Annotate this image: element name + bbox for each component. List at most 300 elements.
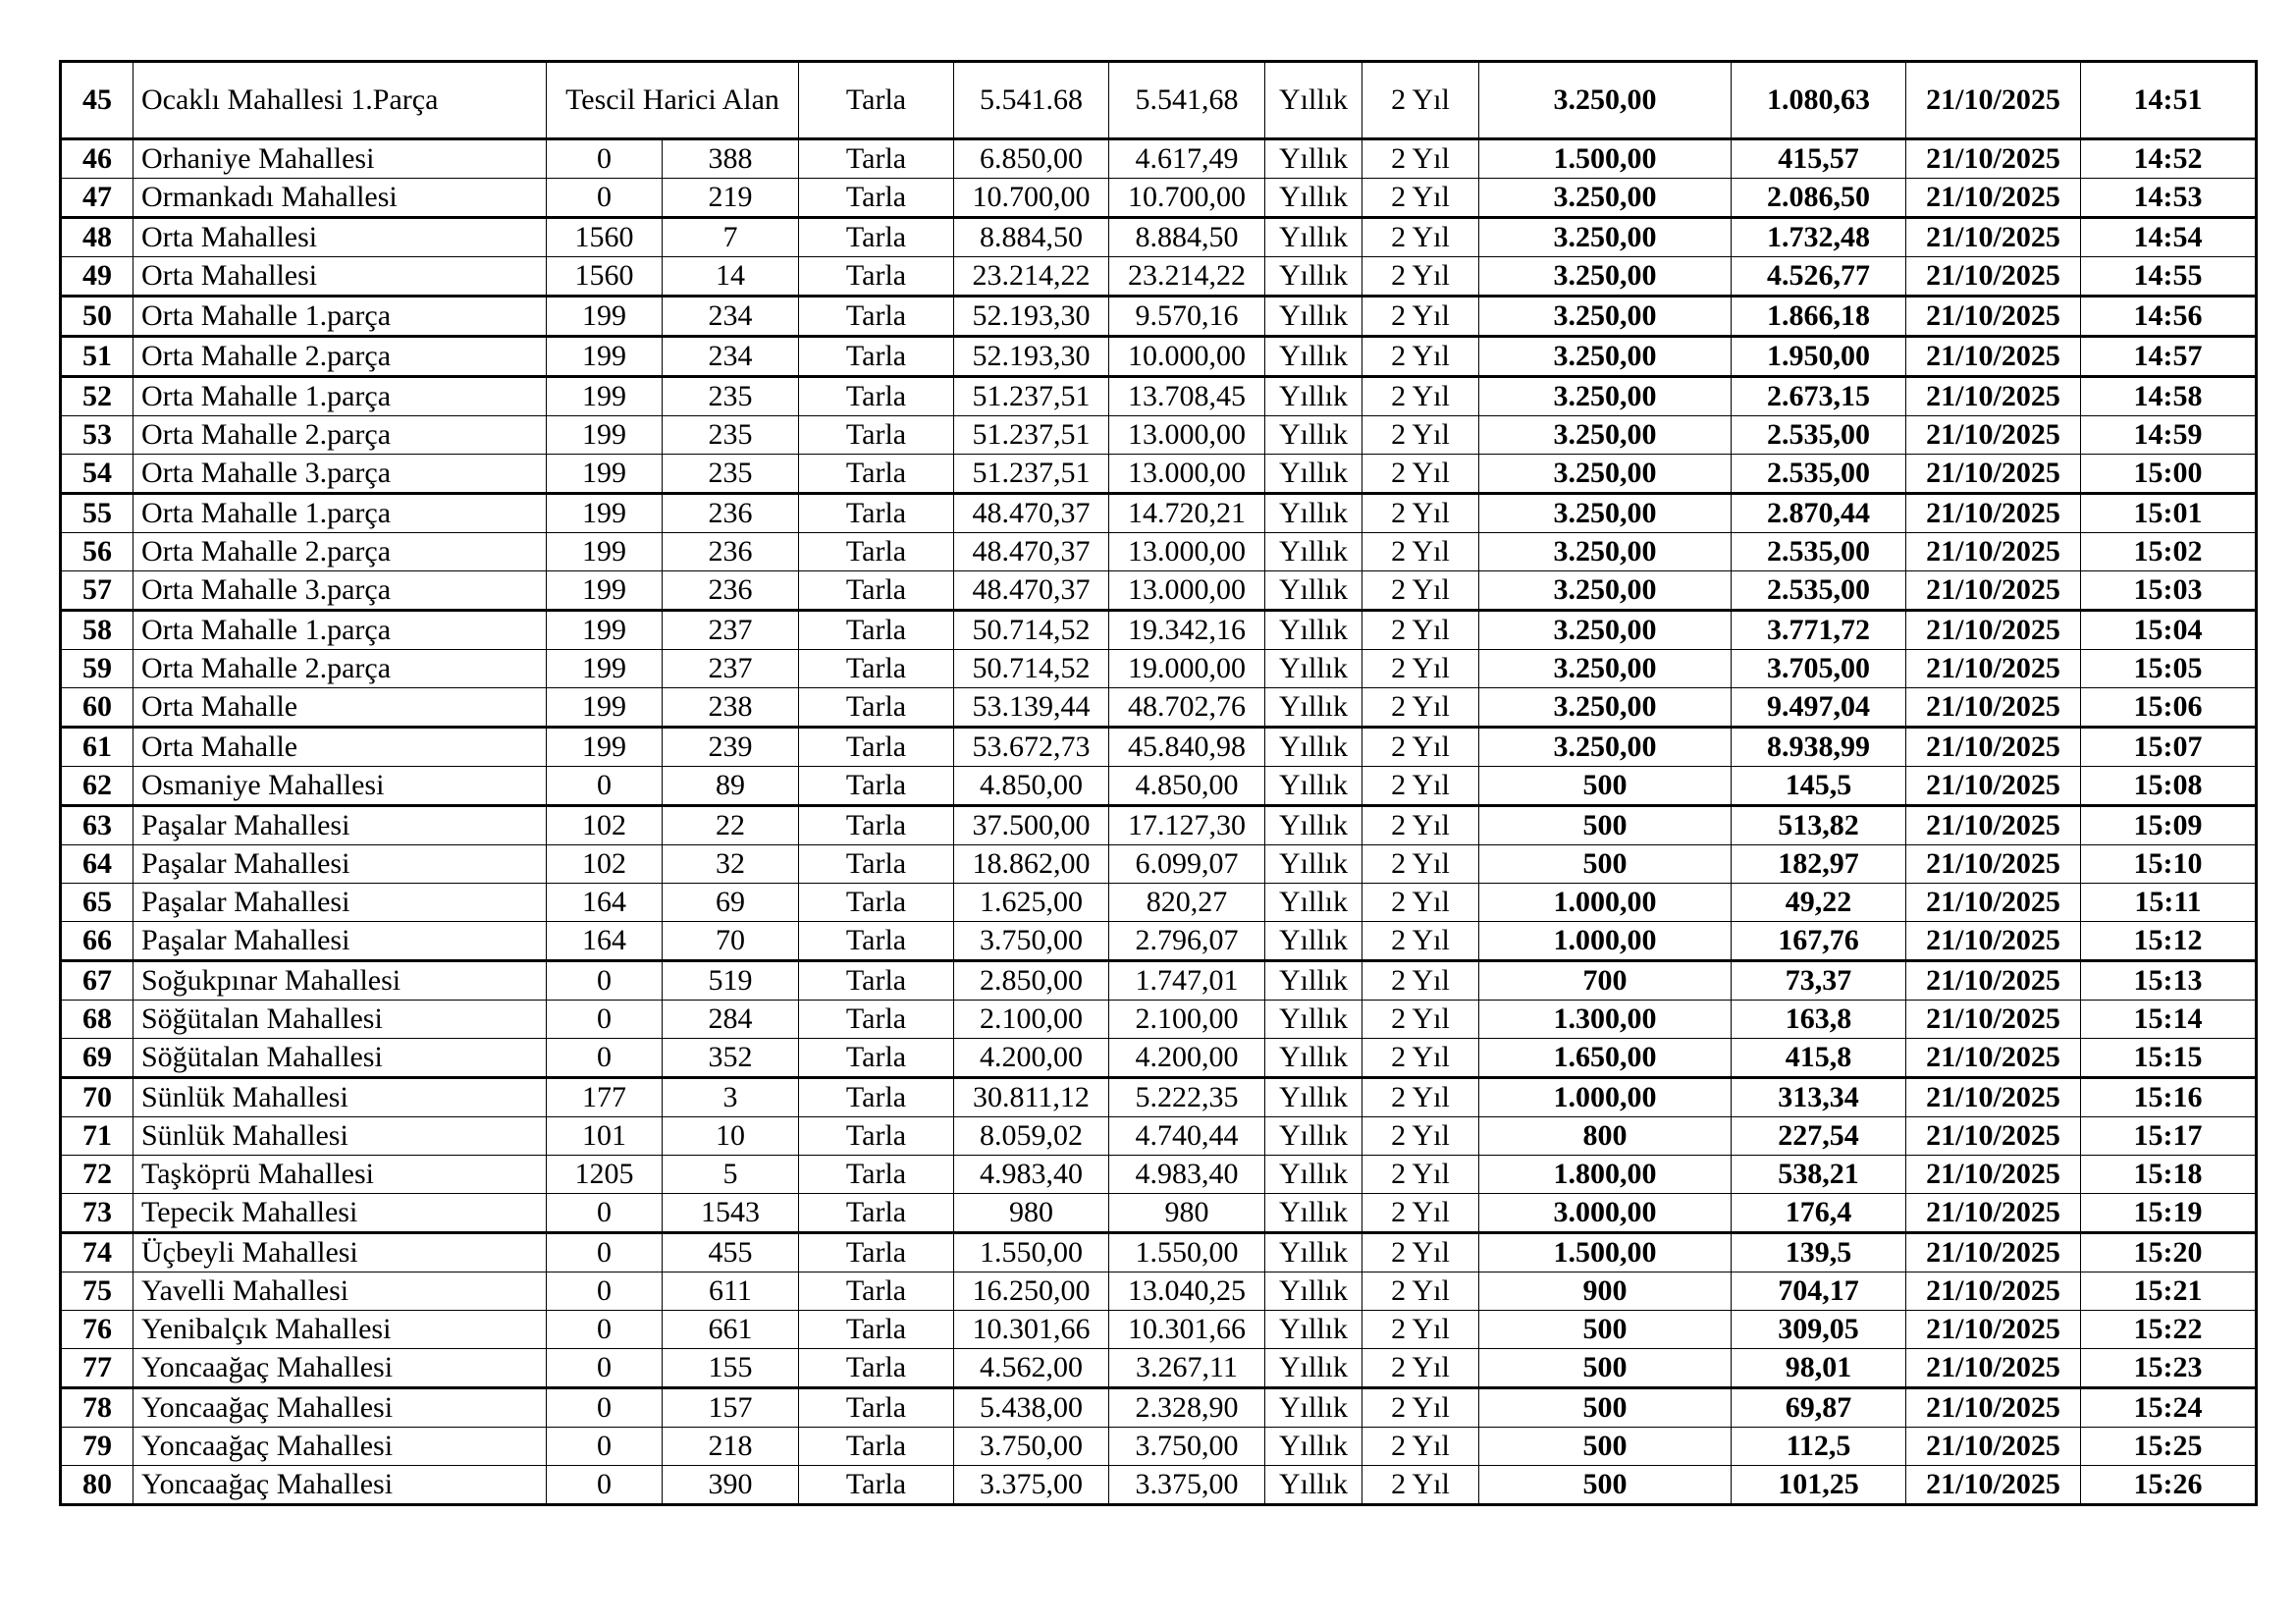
ada-number: 199 [547, 611, 663, 650]
leased-area: 45.840,98 [1109, 728, 1265, 767]
auction-time: 15:21 [2081, 1272, 2257, 1311]
land-type: Tarla [799, 1078, 954, 1117]
lease-period-type: Yıllık [1265, 1001, 1362, 1039]
land-type: Tarla [799, 806, 954, 845]
table-row [61, 179, 2257, 218]
neighborhood-name: Orta Mahalle 2.parça [133, 533, 547, 571]
neighborhood-name: Yoncaağaç Mahallesi [133, 1349, 547, 1388]
neighborhood-name: Paşalar Mahallesi [133, 884, 547, 922]
total-area: 52.193,30 [954, 297, 1109, 337]
total-area: 2.100,00 [954, 1001, 1109, 1039]
total-area: 3.375,00 [954, 1466, 1109, 1505]
leased-area: 48.702,76 [1109, 688, 1265, 728]
total-area: 50.714,52 [954, 611, 1109, 650]
estimated-price: 1.000,00 [1479, 884, 1732, 922]
auction-time: 15:02 [2081, 533, 2257, 571]
estimated-price: 500 [1479, 1349, 1732, 1388]
neighborhood-name: Orta Mahalle [133, 688, 547, 728]
parsel-number: 519 [663, 961, 799, 1001]
leased-area: 13.000,00 [1109, 416, 1265, 455]
row-number: 62 [61, 767, 133, 806]
parsel-number: 234 [663, 297, 799, 337]
lease-duration: 2 Yıl [1362, 1311, 1479, 1349]
neighborhood-name: Ormankadı Mahallesi [133, 179, 547, 218]
table-row [61, 845, 2257, 884]
row-number: 75 [61, 1272, 133, 1311]
lease-period-type: Yıllık [1265, 494, 1362, 533]
auction-date: 21/10/2025 [1906, 1311, 2081, 1349]
lease-duration: 2 Yıl [1362, 650, 1479, 688]
deposit-amount: 309,05 [1732, 1311, 1906, 1349]
ada-number: 0 [547, 1466, 663, 1505]
auction-time: 15:01 [2081, 494, 2257, 533]
deposit-amount: 415,57 [1732, 139, 1906, 179]
lease-duration: 2 Yıl [1362, 1349, 1479, 1388]
auction-time: 15:26 [2081, 1466, 2257, 1505]
table-row [61, 650, 2257, 688]
land-type: Tarla [799, 1428, 954, 1466]
lease-period-type: Yıllık [1265, 416, 1362, 455]
row-number: 66 [61, 922, 133, 961]
land-type: Tarla [799, 571, 954, 611]
row-number: 80 [61, 1466, 133, 1505]
leased-area: 4.983,40 [1109, 1156, 1265, 1194]
row-number: 48 [61, 218, 133, 257]
auction-time: 14:59 [2081, 416, 2257, 455]
land-type: Tarla [799, 611, 954, 650]
ada-number: 102 [547, 806, 663, 845]
neighborhood-name: Yoncaağaç Mahallesi [133, 1466, 547, 1505]
lease-period-type: Yıllık [1265, 218, 1362, 257]
row-number: 60 [61, 688, 133, 728]
table-row [61, 1233, 2257, 1272]
row-number: 77 [61, 1349, 133, 1388]
auction-date: 21/10/2025 [1906, 377, 2081, 416]
lease-period-type: Yıllık [1265, 1349, 1362, 1388]
deposit-amount: 163,8 [1732, 1001, 1906, 1039]
row-number: 50 [61, 297, 133, 337]
parsel-number: 70 [663, 922, 799, 961]
lease-duration: 2 Yıl [1362, 1078, 1479, 1117]
estimated-price: 500 [1479, 1388, 1732, 1428]
deposit-amount: 69,87 [1732, 1388, 1906, 1428]
auction-date: 21/10/2025 [1906, 139, 2081, 179]
deposit-amount: 313,34 [1732, 1078, 1906, 1117]
ada-number: 199 [547, 337, 663, 377]
lease-period-type: Yıllık [1265, 533, 1362, 571]
row-number: 46 [61, 139, 133, 179]
row-number: 57 [61, 571, 133, 611]
leased-area: 23.214,22 [1109, 257, 1265, 297]
land-type: Tarla [799, 1194, 954, 1233]
auction-date: 21/10/2025 [1906, 1233, 2081, 1272]
lease-duration: 2 Yıl [1362, 139, 1479, 179]
ada-number: 0 [547, 1311, 663, 1349]
lease-period-type: Yıllık [1265, 139, 1362, 179]
ada-number: 0 [547, 767, 663, 806]
estimated-price: 3.250,00 [1479, 377, 1732, 416]
leased-area: 13.000,00 [1109, 455, 1265, 494]
lease-period-type: Yıllık [1265, 62, 1362, 139]
ada-number: 199 [547, 455, 663, 494]
estimated-price: 3.250,00 [1479, 179, 1732, 218]
land-type: Tarla [799, 728, 954, 767]
table-row [61, 377, 2257, 416]
lease-duration: 2 Yıl [1362, 688, 1479, 728]
auction-time: 14:57 [2081, 337, 2257, 377]
auction-date: 21/10/2025 [1906, 1039, 2081, 1078]
land-type: Tarla [799, 179, 954, 218]
table-row [61, 416, 2257, 455]
lease-duration: 2 Yıl [1362, 922, 1479, 961]
estimated-price: 3.250,00 [1479, 218, 1732, 257]
leased-area: 9.570,16 [1109, 297, 1265, 337]
deposit-amount: 3.771,72 [1732, 611, 1906, 650]
ada-number: 199 [547, 377, 663, 416]
lease-duration: 2 Yıl [1362, 845, 1479, 884]
table-row [61, 688, 2257, 728]
lease-period-type: Yıllık [1265, 611, 1362, 650]
neighborhood-name: Orhaniye Mahallesi [133, 139, 547, 179]
ada-number: Tescil Harici Alan [547, 62, 799, 139]
auction-time: 15:22 [2081, 1311, 2257, 1349]
deposit-amount: 1.950,00 [1732, 337, 1906, 377]
auction-date: 21/10/2025 [1906, 257, 2081, 297]
auction-date: 21/10/2025 [1906, 416, 2081, 455]
ada-number: 177 [547, 1078, 663, 1117]
parsel-number: 89 [663, 767, 799, 806]
lease-period-type: Yıllık [1265, 179, 1362, 218]
lease-duration: 2 Yıl [1362, 257, 1479, 297]
lease-period-type: Yıllık [1265, 1388, 1362, 1428]
deposit-amount: 1.866,18 [1732, 297, 1906, 337]
row-number: 58 [61, 611, 133, 650]
lease-duration: 2 Yıl [1362, 728, 1479, 767]
land-type: Tarla [799, 845, 954, 884]
parsel-number: 155 [663, 1349, 799, 1388]
deposit-amount: 73,37 [1732, 961, 1906, 1001]
auction-date: 21/10/2025 [1906, 1388, 2081, 1428]
total-area: 4.562,00 [954, 1349, 1109, 1388]
auction-date: 21/10/2025 [1906, 218, 2081, 257]
lease-period-type: Yıllık [1265, 650, 1362, 688]
parsel-number: 32 [663, 845, 799, 884]
estimated-price: 3.250,00 [1479, 257, 1732, 297]
land-type: Tarla [799, 1311, 954, 1349]
total-area: 3.750,00 [954, 922, 1109, 961]
auction-date: 21/10/2025 [1906, 494, 2081, 533]
lease-duration: 2 Yıl [1362, 767, 1479, 806]
estimated-price: 900 [1479, 1272, 1732, 1311]
lease-period-type: Yıllık [1265, 728, 1362, 767]
table-row [61, 1001, 2257, 1039]
parsel-number: 14 [663, 257, 799, 297]
deposit-amount: 182,97 [1732, 845, 1906, 884]
auction-date: 21/10/2025 [1906, 611, 2081, 650]
row-number: 55 [61, 494, 133, 533]
neighborhood-name: Paşalar Mahallesi [133, 845, 547, 884]
neighborhood-name: Sünlük Mahallesi [133, 1117, 547, 1156]
ada-number: 102 [547, 845, 663, 884]
deposit-amount: 49,22 [1732, 884, 1906, 922]
lease-duration: 2 Yıl [1362, 884, 1479, 922]
lease-duration: 2 Yıl [1362, 1233, 1479, 1272]
total-area: 53.139,44 [954, 688, 1109, 728]
auction-time: 14:56 [2081, 297, 2257, 337]
lease-period-type: Yıllık [1265, 1194, 1362, 1233]
deposit-amount: 538,21 [1732, 1156, 1906, 1194]
lease-duration: 2 Yıl [1362, 533, 1479, 571]
neighborhood-name: Orta Mahalle 3.parça [133, 571, 547, 611]
ada-number: 0 [547, 139, 663, 179]
lease-duration: 2 Yıl [1362, 611, 1479, 650]
estimated-price: 1.000,00 [1479, 922, 1732, 961]
auction-time: 15:20 [2081, 1233, 2257, 1272]
leased-area: 10.000,00 [1109, 337, 1265, 377]
lease-duration: 2 Yıl [1362, 806, 1479, 845]
leased-area: 2.328,90 [1109, 1388, 1265, 1428]
ada-number: 0 [547, 1233, 663, 1272]
parsel-number: 236 [663, 533, 799, 571]
deposit-amount: 2.535,00 [1732, 455, 1906, 494]
table-row [61, 1039, 2257, 1078]
table-row [61, 1349, 2257, 1388]
lease-period-type: Yıllık [1265, 1078, 1362, 1117]
parsel-number: 390 [663, 1466, 799, 1505]
total-area: 51.237,51 [954, 416, 1109, 455]
estimated-price: 3.250,00 [1479, 494, 1732, 533]
ada-number: 0 [547, 1349, 663, 1388]
parsel-number: 235 [663, 455, 799, 494]
deposit-amount: 1.732,48 [1732, 218, 1906, 257]
lease-duration: 2 Yıl [1362, 1466, 1479, 1505]
land-type: Tarla [799, 494, 954, 533]
estimated-price: 1.300,00 [1479, 1001, 1732, 1039]
leased-area: 4.617,49 [1109, 139, 1265, 179]
estimated-price: 3.250,00 [1479, 455, 1732, 494]
neighborhood-name: Orta Mahalle 2.parça [133, 337, 547, 377]
auction-time: 15:05 [2081, 650, 2257, 688]
lease-duration: 2 Yıl [1362, 1001, 1479, 1039]
row-number: 65 [61, 884, 133, 922]
ada-number: 199 [547, 494, 663, 533]
table-row [61, 1428, 2257, 1466]
ada-number: 0 [547, 1388, 663, 1428]
auction-date: 21/10/2025 [1906, 1117, 2081, 1156]
estimated-price: 1.500,00 [1479, 1233, 1732, 1272]
deposit-amount: 1.080,63 [1732, 62, 1906, 139]
total-area: 1.550,00 [954, 1233, 1109, 1272]
lease-duration: 2 Yıl [1362, 179, 1479, 218]
auction-time: 14:54 [2081, 218, 2257, 257]
land-type: Tarla [799, 1272, 954, 1311]
leased-area: 13.000,00 [1109, 571, 1265, 611]
auction-time: 15:18 [2081, 1156, 2257, 1194]
lease-duration: 2 Yıl [1362, 1156, 1479, 1194]
leased-area: 10.301,66 [1109, 1311, 1265, 1349]
table-row [61, 1388, 2257, 1428]
row-number: 47 [61, 179, 133, 218]
parsel-number: 237 [663, 650, 799, 688]
auction-time: 15:12 [2081, 922, 2257, 961]
total-area: 4.850,00 [954, 767, 1109, 806]
lease-period-type: Yıllık [1265, 571, 1362, 611]
table-row [61, 961, 2257, 1001]
lease-duration: 2 Yıl [1362, 1117, 1479, 1156]
neighborhood-name: Tepecik Mahallesi [133, 1194, 547, 1233]
land-type: Tarla [799, 884, 954, 922]
estimated-price: 3.250,00 [1479, 533, 1732, 571]
land-type: Tarla [799, 533, 954, 571]
leased-area: 19.000,00 [1109, 650, 1265, 688]
auction-time: 15:24 [2081, 1388, 2257, 1428]
ada-number: 199 [547, 728, 663, 767]
auction-time: 15:17 [2081, 1117, 2257, 1156]
auction-date: 21/10/2025 [1906, 1428, 2081, 1466]
estimated-price: 3.250,00 [1479, 728, 1732, 767]
row-number: 56 [61, 533, 133, 571]
total-area: 23.214,22 [954, 257, 1109, 297]
estimated-price: 3.250,00 [1479, 416, 1732, 455]
table-row [61, 1078, 2257, 1117]
auction-date: 21/10/2025 [1906, 1349, 2081, 1388]
ada-number: 1560 [547, 218, 663, 257]
estimated-price: 500 [1479, 806, 1732, 845]
row-number: 76 [61, 1311, 133, 1349]
parsel-number: 218 [663, 1428, 799, 1466]
estimated-price: 700 [1479, 961, 1732, 1001]
table-row [61, 337, 2257, 377]
lease-duration: 2 Yıl [1362, 62, 1479, 139]
table-row [61, 611, 2257, 650]
ada-number: 199 [547, 533, 663, 571]
land-type: Tarla [799, 416, 954, 455]
lease-duration: 2 Yıl [1362, 337, 1479, 377]
neighborhood-name: Yoncaağaç Mahallesi [133, 1428, 547, 1466]
table-row [61, 767, 2257, 806]
estimated-price: 1.650,00 [1479, 1039, 1732, 1078]
auction-date: 21/10/2025 [1906, 650, 2081, 688]
auction-time: 15:19 [2081, 1194, 2257, 1233]
total-area: 4.200,00 [954, 1039, 1109, 1078]
row-number: 71 [61, 1117, 133, 1156]
table-row [61, 884, 2257, 922]
lease-period-type: Yıllık [1265, 1156, 1362, 1194]
lease-duration: 2 Yıl [1362, 571, 1479, 611]
estimated-price: 500 [1479, 1311, 1732, 1349]
total-area: 2.850,00 [954, 961, 1109, 1001]
row-number: 73 [61, 1194, 133, 1233]
land-type: Tarla [799, 1156, 954, 1194]
total-area: 10.700,00 [954, 179, 1109, 218]
ada-number: 0 [547, 179, 663, 218]
parsel-number: 7 [663, 218, 799, 257]
estimated-price: 3.250,00 [1479, 650, 1732, 688]
lease-duration: 2 Yıl [1362, 1039, 1479, 1078]
total-area: 18.862,00 [954, 845, 1109, 884]
leased-area: 6.099,07 [1109, 845, 1265, 884]
auction-time: 14:52 [2081, 139, 2257, 179]
estimated-price: 800 [1479, 1117, 1732, 1156]
auction-time: 15:00 [2081, 455, 2257, 494]
land-type: Tarla [799, 650, 954, 688]
lease-period-type: Yıllık [1265, 455, 1362, 494]
land-type: Tarla [799, 922, 954, 961]
leased-area: 8.884,50 [1109, 218, 1265, 257]
auction-date: 21/10/2025 [1906, 1078, 2081, 1117]
deposit-amount: 415,8 [1732, 1039, 1906, 1078]
parsel-number: 661 [663, 1311, 799, 1349]
leased-area: 19.342,16 [1109, 611, 1265, 650]
auction-time: 15:15 [2081, 1039, 2257, 1078]
leased-area: 980 [1109, 1194, 1265, 1233]
table-row [61, 455, 2257, 494]
total-area: 37.500,00 [954, 806, 1109, 845]
leased-area: 3.375,00 [1109, 1466, 1265, 1505]
parsel-number: 611 [663, 1272, 799, 1311]
land-type: Tarla [799, 337, 954, 377]
parsel-number: 238 [663, 688, 799, 728]
deposit-amount: 9.497,04 [1732, 688, 1906, 728]
deposit-amount: 112,5 [1732, 1428, 1906, 1466]
auction-date: 21/10/2025 [1906, 297, 2081, 337]
parsel-number: 236 [663, 494, 799, 533]
leased-area: 13.040,25 [1109, 1272, 1265, 1311]
lease-period-type: Yıllık [1265, 806, 1362, 845]
row-number: 53 [61, 416, 133, 455]
document-page [59, 60, 2258, 1506]
auction-date: 21/10/2025 [1906, 179, 2081, 218]
row-number: 61 [61, 728, 133, 767]
total-area: 1.625,00 [954, 884, 1109, 922]
deposit-amount: 2.535,00 [1732, 533, 1906, 571]
neighborhood-name: Üçbeyli Mahallesi [133, 1233, 547, 1272]
parsel-number: 235 [663, 416, 799, 455]
land-type: Tarla [799, 139, 954, 179]
leased-area: 820,27 [1109, 884, 1265, 922]
leased-area: 3.750,00 [1109, 1428, 1265, 1466]
auction-date: 21/10/2025 [1906, 806, 2081, 845]
auction-date: 21/10/2025 [1906, 884, 2081, 922]
estimated-price: 500 [1479, 1466, 1732, 1505]
deposit-amount: 4.526,77 [1732, 257, 1906, 297]
table-row [61, 1156, 2257, 1194]
land-type: Tarla [799, 1001, 954, 1039]
lease-period-type: Yıllık [1265, 884, 1362, 922]
ada-number: 199 [547, 297, 663, 337]
auction-date: 21/10/2025 [1906, 571, 2081, 611]
neighborhood-name: Sünlük Mahallesi [133, 1078, 547, 1117]
neighborhood-name: Orta Mahallesi [133, 218, 547, 257]
lease-period-type: Yıllık [1265, 1039, 1362, 1078]
lease-duration: 2 Yıl [1362, 297, 1479, 337]
total-area: 8.884,50 [954, 218, 1109, 257]
ada-number: 0 [547, 1428, 663, 1466]
row-number: 59 [61, 650, 133, 688]
auction-time: 15:14 [2081, 1001, 2257, 1039]
parsel-number: 5 [663, 1156, 799, 1194]
leased-area: 10.700,00 [1109, 179, 1265, 218]
table-row [61, 257, 2257, 297]
land-type: Tarla [799, 377, 954, 416]
lease-duration: 2 Yıl [1362, 455, 1479, 494]
deposit-amount: 2.673,15 [1732, 377, 1906, 416]
auction-time: 14:53 [2081, 179, 2257, 218]
ada-number: 0 [547, 961, 663, 1001]
row-number: 67 [61, 961, 133, 1001]
total-area: 48.470,37 [954, 494, 1109, 533]
neighborhood-name: Orta Mahalle 3.parça [133, 455, 547, 494]
